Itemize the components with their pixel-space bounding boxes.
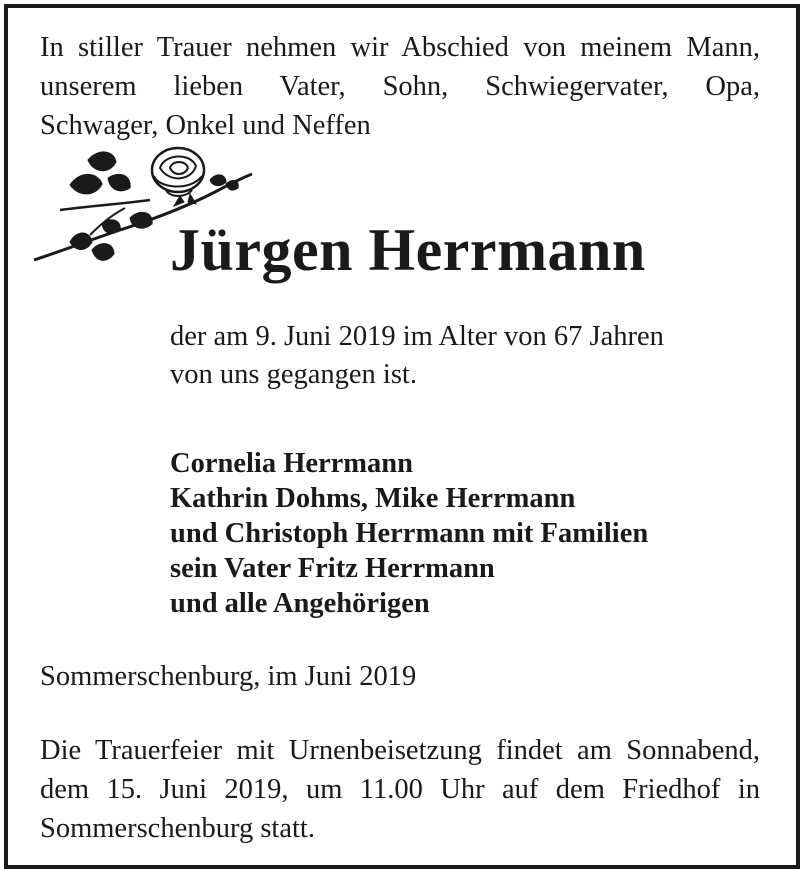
passing-line-2: von uns gegangen ist. [170,359,417,390]
mourner-line: Cornelia Herrmann [170,448,414,479]
mourner-line: Kathrin Dohms, Mike Herrmann [170,483,576,514]
deceased-name: Jürgen Herrmann [170,217,646,283]
place-date: Sommerschenburg, im Juni 2019 [40,661,417,692]
intro-line-3: Schwager, Onkel und Neffen [40,110,371,141]
mourners-list [170,446,648,621]
passing-line-1: der am 9. Juni 2019 im Alter von 67 Jahren [170,321,664,352]
mourner-line: und Christoph Herrmann mit Familien [170,518,649,549]
funeral-line-3: Sommerschenburg statt. [40,813,315,844]
passing-notice [170,318,664,394]
mourner-line: und alle Angehörigen [170,588,430,619]
mourner-line: sein Vater Fritz Herrmann [170,553,495,584]
intro-line-1: In stiller Trauer nehmen wir Abschied von meinem Mann, [40,32,760,63]
funeral-line-1: Die Trauerfeier mit Urnenbeisetzung findet am Sonnabend, [40,735,760,766]
funeral-notice [40,731,760,848]
intro-text [40,28,760,145]
funeral-line-2: dem 15. Juni 2019, um 11.00 Uhr auf dem Friedhof in [40,774,760,805]
intro-line-2: unserem lieben Vater, Sohn, Schwiegervater, Opa, [40,71,760,102]
